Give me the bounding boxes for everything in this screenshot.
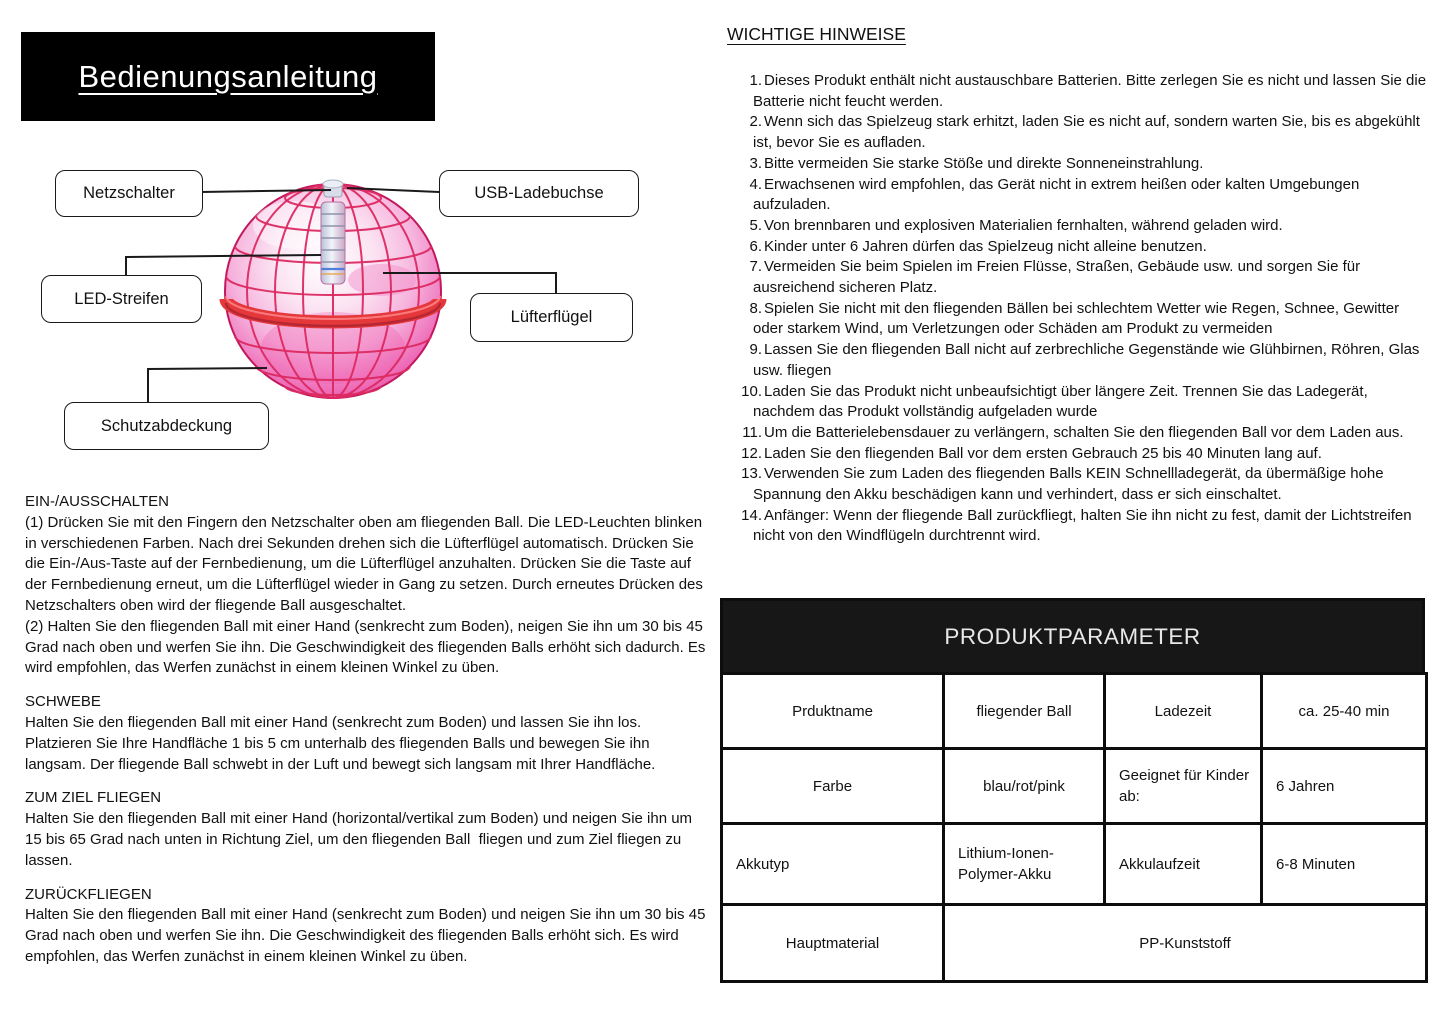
item-number: 4. [749, 175, 762, 193]
item-number: 10. [741, 382, 762, 400]
section-zurueckfliegen [25, 885, 712, 968]
table-row [722, 674, 1427, 749]
section-ein-ausschalten [25, 492, 712, 679]
hinweis-item [727, 257, 1427, 298]
hinweis-item [727, 71, 1427, 112]
item-text: Von brennbaren und explosiven Materialien fernhalten, während geladen wird. [764, 216, 1283, 234]
item-text: Laden Sie den fliegenden Ball vor dem ersten Gebrauch 25 bis 40 Minuten lang auf. [764, 444, 1322, 462]
hinweis-item [727, 340, 1427, 381]
item-text: Lassen Sie den fliegenden Ball nicht auf zerbrechliche Gegenstände wie Glühbirnen, Röhren, Glas usw. fliegen [753, 341, 1420, 379]
item-text: Vermeiden Sie beim Spielen im Freien Flüsse, Straßen, Gebäude usw. und sorgen Sie für ausreichend sicheren Platz. [753, 258, 1361, 297]
item-text: Verwenden Sie zum Laden des fliegenden Balls KEIN Schnellladegerät, da übermäßige hohe Spannung den Akku beschädigen kann und verhindert, dass er sich einschaltet. [753, 465, 1384, 504]
hinweis-item [727, 175, 1427, 216]
callout-label: Schutzabdeckung [100, 416, 233, 435]
table-cell: Akkulaufzeit [1105, 824, 1262, 905]
item-number: 3. [749, 154, 762, 172]
item-number: 2. [749, 113, 762, 131]
callout-schutzabdeckung [64, 402, 269, 450]
item-number: 11. [742, 423, 762, 441]
callout-luefterfluegel [470, 293, 633, 342]
hinweis-item [727, 112, 1427, 153]
section-paragraph: Halten Sie den fliegenden Ball mit einer Hand (senkrecht zum Boden) und neigen Sie ihn um 30 bis 45 Grad nach oben und werfen Sie ihn. Die Geschwindigkeit des fliegenden Balls erhöht sich. Es wird empfohlen, das Werfen zunächst in einem kleinen Winkel zu üben. [25, 906, 710, 965]
item-number: 14. [741, 506, 762, 524]
item-text: Dieses Produkt enthält nicht austauschbare Batterien. Bitte zerlegen Sie es nicht und lassen Sie die Batterie nicht feucht werden. [753, 72, 1427, 110]
item-number: 1. [749, 72, 762, 89]
instruction-sections [25, 492, 712, 981]
item-number: 8. [749, 299, 762, 317]
item-text: Wenn sich das Spielzeug stark erhitzt, laden Sie es nicht auf, sondern warten Sie, bis es abgekühlt ist, bevor Sie es aufladen. [753, 113, 1420, 152]
table-cell: Hauptmaterial [722, 905, 944, 982]
table-cell: Farbe [722, 749, 944, 824]
table-cell: fliegender Ball [944, 674, 1105, 749]
item-text: Bitte vermeiden Sie starke Stöße und direkte Sonneneinstrahlung. [764, 154, 1204, 172]
hinweis-item [727, 464, 1427, 505]
hinweis-item [727, 299, 1427, 340]
table-row [722, 905, 1427, 982]
table-header: PRODUKTPARAMETER [720, 598, 1425, 672]
item-number: 5. [749, 216, 762, 234]
section-zum-ziel-fliegen [25, 788, 712, 871]
callout-label: Lüfterflügel [510, 308, 593, 326]
table-cell: Prduktname [722, 674, 944, 749]
hinweise-heading: WICHTIGE HINWEISE [727, 24, 906, 44]
section-heading: SCHWEBE [25, 693, 101, 711]
table-cell: Akkutyp [722, 824, 944, 905]
item-text: Kinder unter 6 Jahren dürfen das Spielzeug nicht alleine benutzen. [764, 237, 1207, 255]
table-cell: PP-Kunststoff [944, 905, 1427, 982]
title-banner [21, 32, 435, 121]
section-paragraph: Halten Sie den fliegenden Ball mit einer Hand (senkrecht zum Boden) und lassen Sie ihn los. Platzieren Sie Ihre Handfläche 1 bis 5 cm unterhalb des fliegenden Balls und bewegen Sie ihn langsam. Der fliegende Ball schwebt in der Luft und bewegt sich langsam mit Ihrer Handfläche. [25, 713, 656, 773]
callout-label: Netzschalter [83, 184, 175, 202]
table-cell: 6-8 Minuten [1262, 824, 1427, 905]
hinweis-item [727, 506, 1427, 547]
ball-power-knob [323, 180, 343, 197]
item-text: Spielen Sie nicht mit den fliegenden Bällen bei schlechtem Wetter wie Regen, Schnee, Gewitter oder starkem Wind, um Verletzungen oder Schäden am Produkt zu vermeiden [753, 299, 1400, 338]
hinweise-list [727, 71, 1427, 547]
hinweis-item [727, 423, 1427, 444]
table-cell: 6 Jahren [1262, 749, 1427, 824]
hinweise-column [727, 24, 1427, 547]
parameter-grid [720, 672, 1428, 983]
item-text: Anfänger: Wenn der fliegende Ball zurückfliegt, halten Sie ihn nicht zu fest, damit der Lichtstreifen nicht von den Windflügeln durchtrennt wird. [753, 506, 1412, 545]
product-diagram [0, 150, 710, 480]
table-cell: blau/rot/pink [944, 749, 1105, 824]
item-text: Um die Batterielebensdauer zu verlängern, schalten Sie den fliegenden Ball vor dem Laden aus. [764, 423, 1404, 441]
item-number: 6. [749, 237, 762, 255]
item-number: 13. [741, 465, 762, 483]
section-paragraph: (2) Halten Sie den fliegenden Ball mit einer Hand (senkrecht zum Boden), neigen Sie ihn um 30 bis 45 Grad nach oben und werfen Sie ihn. Die Geschwindigkeit des fliegenden Balls erhöht sich dadurch. Es wird empfohlen, das Werfen zunächst in einem kleinen Winkel zu üben. [25, 617, 710, 677]
section-paragraph: (1) Drücken Sie mit den Fingern den Netzschalter oben am fliegenden Ball. Die LED-Leuchten blinken in verschiedenen Farben. Nach drei Sekunden drehen sich die Lüfterflügel automatisch. Drücken Sie die Ein-/Aus-Taste auf der Fernbedienung, um die Lüfterflügel anzuhalten. Drücken Sie die Taste auf der Fernbedienung erneut, um die Lüfterflügel wieder in Gang zu setzen. Durch erneutes Drücken des Netzschalters oben wird der fliegende Ball ausgeschaltet. [25, 513, 708, 614]
hinweis-item [727, 154, 1427, 175]
callout-label: USB-Ladebuchse [474, 184, 604, 202]
connector-schutzabdeckung [148, 368, 267, 402]
produktparameter-table [720, 598, 1425, 983]
section-paragraph: Halten Sie den fliegenden Ball mit einer Hand (horizontal/vertikal zum Boden) und neigen Sie ihn um 15 bis 65 Grad nach unten in Richtung Ziel, um den fliegenden Ball fliegen und zum Ziel fliegen zu lassen. [25, 810, 697, 869]
table-row [722, 824, 1427, 905]
manual-title: Bedienungsanleitung [78, 58, 378, 94]
callout-netzschalter [55, 170, 203, 217]
flying-ball [225, 180, 441, 398]
ball-center-column [321, 202, 345, 284]
hinweis-item [727, 444, 1427, 465]
item-text: Erwachsenen wird empfohlen, das Gerät nicht in extrem heißen oder kalten Umgebungen aufzuladen. [753, 175, 1360, 214]
hinweis-item [727, 216, 1427, 237]
table-cell: Geeignet für Kinder ab: [1105, 749, 1262, 824]
hinweis-item [727, 237, 1427, 258]
fan-blade-hint [348, 264, 416, 296]
section-heading: EIN-/AUSSCHALTEN [25, 493, 169, 510]
callout-label: LED-Streifen [74, 289, 169, 308]
table-cell: ca. 25-40 min [1262, 674, 1427, 749]
table-cell: Ladezeit [1105, 674, 1262, 749]
section-heading: ZURÜCKFLIEGEN [25, 885, 152, 903]
item-number: 7. [749, 258, 762, 276]
item-number: 12. [741, 444, 762, 462]
section-schwebe [25, 692, 712, 775]
callout-usb-ladebuchse [439, 170, 639, 217]
item-number: 9. [749, 341, 762, 359]
table-row [722, 749, 1427, 824]
hinweis-item [727, 382, 1427, 423]
item-text: Laden Sie das Produkt nicht unbeaufsichtigt über längere Zeit. Trennen Sie das Ladegerät, nachdem das Produkt vollständig aufgeladen wurde [753, 382, 1368, 421]
section-heading: ZUM ZIEL FLIEGEN [25, 789, 162, 807]
callout-led-streifen [41, 275, 202, 323]
table-cell: Lithium-Ionen-Polymer-Akku [944, 824, 1105, 905]
